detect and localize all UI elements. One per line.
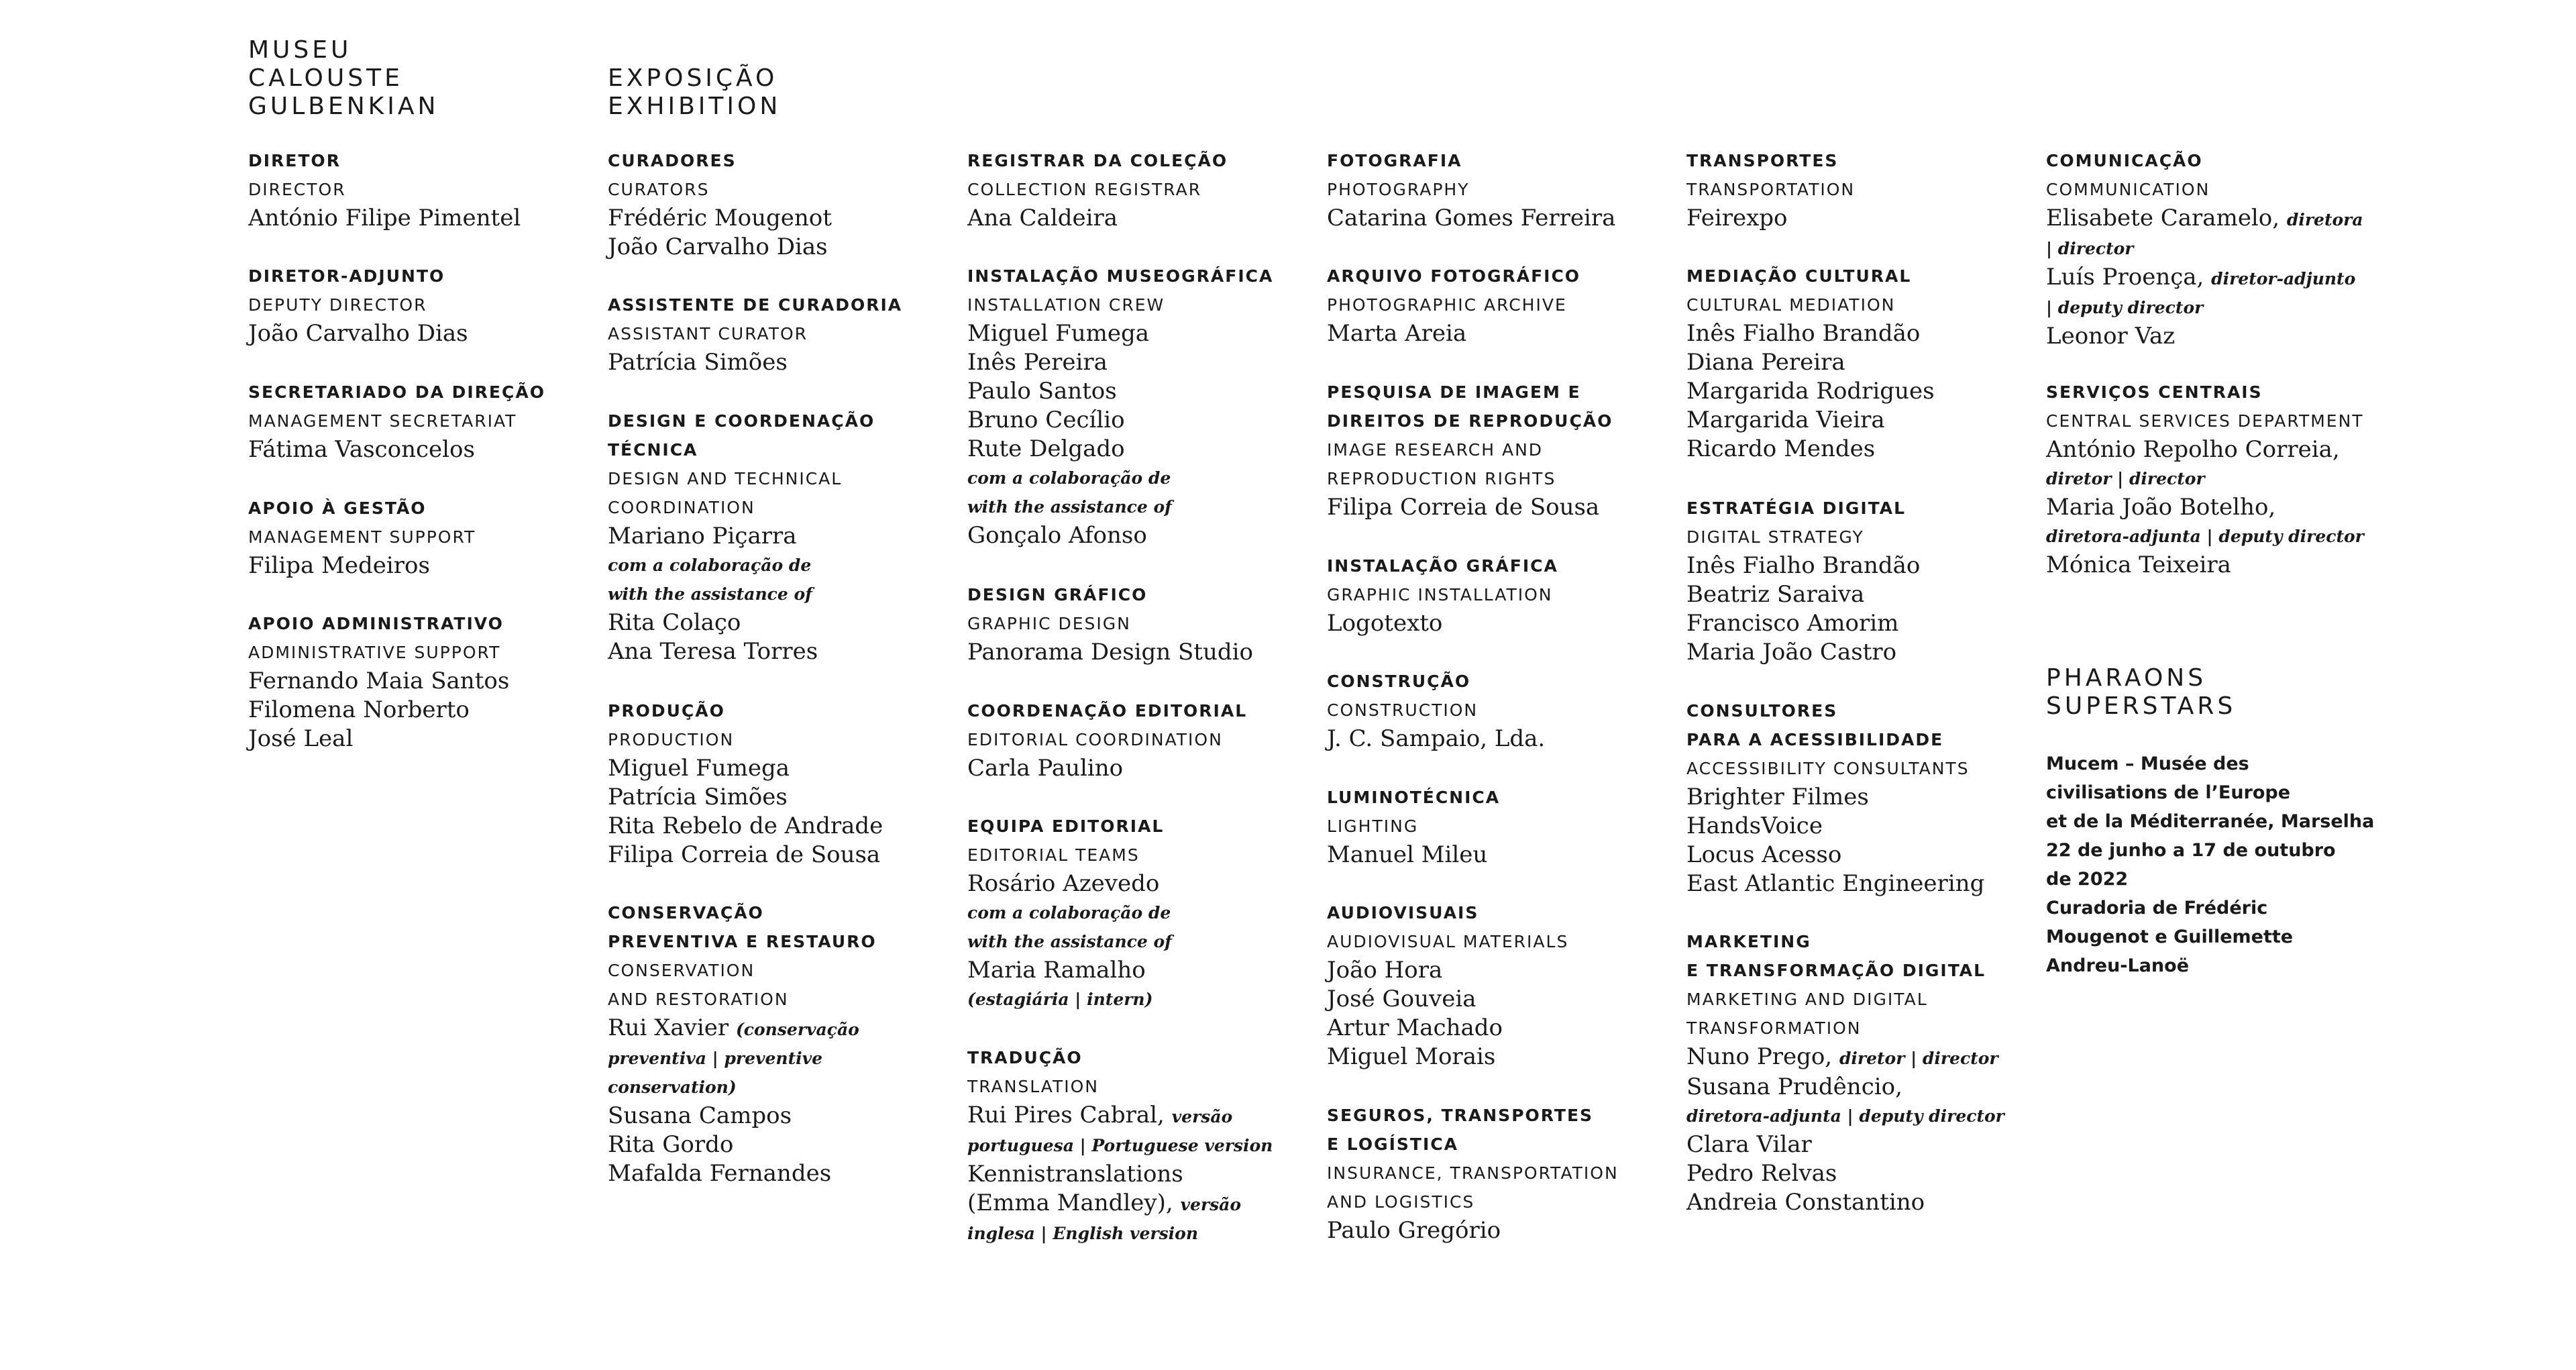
person-name: Rita Colaço	[608, 609, 741, 636]
section-equipa-editorial	[967, 812, 1316, 1014]
role-title-en: CULTURAL MEDIATION	[1686, 295, 1896, 315]
role-title-en: COORDINATION	[608, 498, 755, 517]
person-name: Patrícia Simões	[608, 784, 788, 810]
person-name: Filipa Medeiros	[248, 552, 430, 579]
role-title-en: MARKETING AND DIGITAL	[1686, 990, 1928, 1009]
person-name: J. C. Sampaio, Lda.	[1327, 725, 1546, 752]
person-name: Kennistranslations	[967, 1161, 1183, 1188]
role-title-pt: CURADORES	[608, 151, 737, 170]
assistance-note: with the assistance of	[967, 497, 1172, 517]
person-name: Maria Ramalho	[967, 957, 1146, 984]
role-title-en: GRAPHIC DESIGN	[967, 614, 1131, 633]
heading-line: CALOUSTE	[248, 64, 403, 92]
role-note: (conservação	[735, 1020, 859, 1039]
section-servicos-centrais	[2046, 378, 2395, 580]
person-name-with-note	[2046, 204, 2395, 234]
person-name-with-note	[1686, 1043, 2035, 1073]
person-name: Locus Acesso	[1686, 841, 1842, 868]
section-marketing	[1686, 927, 2035, 1217]
role-title-en: EDITORIAL COORDINATION	[967, 730, 1223, 749]
person-name: António Repolho Correia,	[2046, 436, 2340, 463]
role-note: diretora-adjunta | deputy director	[1686, 1106, 2004, 1126]
role-title-en: INSTALLATION CREW	[967, 295, 1165, 315]
role-note: conservation)	[608, 1077, 737, 1097]
person-name: António Filipe Pimentel	[248, 205, 521, 231]
role-note: versão	[1171, 1107, 1233, 1126]
section-diretor	[248, 146, 597, 233]
person-name: José Gouveia	[1327, 986, 1477, 1012]
role-title-pt: LUMINOTÉCNICA	[1327, 788, 1501, 807]
person-name: Andreia Constantino	[1686, 1189, 1925, 1216]
person-name: East Atlantic Engineering	[1686, 870, 1985, 897]
role-title-pt: ASSISTENTE DE CURADORIA	[608, 295, 903, 315]
person-name: José Leal	[248, 725, 354, 752]
person-name: Ana Teresa Torres	[608, 638, 818, 665]
role-title-pt: EQUIPA EDITORIAL	[967, 816, 1165, 836]
section-assistente	[608, 291, 957, 377]
role-title-pt: ARQUIVO FOTOGRÁFICO	[1327, 266, 1581, 286]
role-title-pt: DIRETOR-ADJUNTO	[248, 266, 445, 286]
heading-line: EXPOSIÇÃO	[608, 64, 778, 92]
person-name: Gonçalo Afonso	[967, 522, 1147, 549]
role-title-en: AND RESTORATION	[608, 990, 789, 1009]
role-title-pt: MARKETING	[1686, 932, 1811, 951]
person-name: Beatriz Saraiva	[1686, 581, 1865, 608]
person-name: Mónica Teixeira	[2046, 551, 2231, 578]
section-transportes	[1686, 146, 2035, 233]
role-title-en: PHOTOGRAPHY	[1327, 180, 1470, 199]
role-title-en: PRODUCTION	[608, 730, 735, 749]
role-title-en: TRANSPORTATION	[1686, 180, 1856, 199]
role-title-en: EDITORIAL TEAMS	[967, 845, 1140, 865]
person-name: Carla Paulino	[967, 755, 1124, 782]
role-title-en: AND LOGISTICS	[1327, 1192, 1475, 1212]
section-instalacao-museografica	[967, 262, 1316, 550]
section-curadores	[608, 146, 957, 262]
assistance-note: with the assistance of	[608, 584, 812, 604]
person-name: Ana Caldeira	[967, 205, 1118, 231]
person-name: Filipa Correia de Sousa	[608, 841, 881, 868]
role-note: versão	[1180, 1195, 1242, 1214]
section-producao	[608, 696, 957, 870]
heading-line: EXHIBITION	[608, 93, 782, 120]
role-title-en: DIGITAL STRATEGY	[1686, 527, 1864, 547]
person-name: Frédéric Mougenot	[608, 205, 832, 231]
role-title-pt: MEDIAÇÃO CULTURAL	[1686, 266, 1912, 286]
section-comunicacao	[2046, 146, 2395, 351]
role-title-en: LIGHTING	[1327, 816, 1419, 836]
role-title-en: COMMUNICATION	[2046, 180, 2210, 199]
role-title-en: ADMINISTRATIVE SUPPORT	[248, 643, 501, 662]
person-name: Inês Pereira	[967, 349, 1108, 376]
section-instalacao-grafica	[1327, 551, 1676, 638]
role-title-pt: PRODUÇÃO	[608, 701, 725, 721]
role-title-en: COLLECTION REGISTRAR	[967, 180, 1202, 199]
section-diretor-adjunto	[248, 262, 597, 348]
role-title-en: DIRECTOR	[248, 180, 346, 199]
exhibition-info-line: 22 de junho a 17 de outubro	[2046, 840, 2336, 861]
role-title-en: TRANSLATION	[967, 1077, 1099, 1096]
role-title-pt: DESIGN E COORDENAÇÃO	[608, 411, 875, 431]
section-fotografia	[1327, 146, 1676, 233]
person-name: Maria João Castro	[1686, 639, 1897, 666]
role-title-en: GRAPHIC INSTALLATION	[1327, 585, 1553, 604]
assistance-note: com a colaboração de	[967, 468, 1171, 488]
exhibition-info-line: civilisations de l’Europe	[2046, 782, 2291, 803]
section-construcao	[1327, 667, 1676, 753]
exhibition-info-line: Mougenot e Guillemette	[2046, 927, 2294, 947]
role-title-pt: INSTALAÇÃO MUSEOGRÁFICA	[967, 266, 1274, 286]
person-name: Margarida Vieira	[1686, 407, 1885, 433]
person-name: Rita Rebelo de Andrade	[608, 812, 883, 839]
person-name: Luís Proença,	[2046, 264, 2204, 291]
role-title-pt: SERVIÇOS CENTRAIS	[2046, 382, 2263, 402]
person-name: Patrícia Simões	[608, 349, 788, 376]
section-luminotecnica	[1327, 783, 1676, 870]
section-apoio-gestao	[248, 494, 597, 580]
person-name: Diana Pereira	[1686, 349, 1845, 376]
section-consultores	[1686, 696, 2035, 898]
section-coordenacao-editorial	[967, 696, 1316, 783]
heading-line: SUPERSTARS	[2046, 692, 2237, 720]
role-title-pt: TRADUÇÃO	[967, 1048, 1083, 1067]
section-design-coordenacao	[608, 407, 957, 666]
person-name: Rita Gordo	[608, 1131, 734, 1158]
person-name: Paulo Gregório	[1327, 1217, 1501, 1244]
role-note: | deputy director	[2046, 298, 2204, 317]
person-name: Artur Machado	[1327, 1014, 1503, 1041]
role-title-pt: DIRETOR	[248, 151, 341, 170]
person-name: Logotexto	[1327, 610, 1443, 637]
heading-line: MUSEU	[248, 36, 352, 64]
role-title-en: ACCESSIBILITY CONSULTANTS	[1686, 759, 1970, 778]
person-name-with-note	[967, 1189, 1316, 1219]
person-name: Rute Delgado	[967, 435, 1125, 462]
role-title-en: INSURANCE, TRANSPORTATION	[1327, 1163, 1619, 1183]
role-note: diretor | director	[1839, 1049, 1998, 1068]
person-name: Pedro Relvas	[1686, 1160, 1837, 1187]
person-name-with-note	[608, 1014, 957, 1044]
role-title-pt: INSTALAÇÃO GRÁFICA	[1327, 556, 1558, 576]
role-title-pt: REGISTRAR DA COLEÇÃO	[967, 151, 1228, 170]
exhibition-info-line: Mucem – Musée des	[2046, 753, 2249, 774]
person-name: Susana Prudêncio,	[1686, 1073, 1902, 1100]
section-pesquisa-imagem	[1327, 378, 1676, 522]
section-secretariado	[248, 378, 597, 464]
role-title-pt: DESIGN GRÁFICO	[967, 585, 1148, 604]
person-name: (Emma Mandley),	[967, 1190, 1173, 1216]
role-title-en: AUDIOVISUAL MATERIALS	[1327, 932, 1569, 951]
role-note: preventiva | preventive	[608, 1049, 823, 1068]
person-name-with-note	[967, 1101, 1316, 1131]
role-title-pt: DIREITOS DE REPRODUÇÃO	[1327, 411, 1613, 431]
person-name: Nuno Prego,	[1686, 1043, 1833, 1070]
assistance-note: com a colaboração de	[608, 556, 812, 575]
person-name: Francisco Amorim	[1686, 610, 1899, 637]
role-note: portuguesa | Portuguese version	[967, 1136, 1273, 1155]
person-name: Elisabete Caramelo,	[2046, 205, 2280, 231]
heading-exposicao	[608, 64, 781, 121]
assistance-note: with the assistance of	[967, 932, 1172, 951]
role-note: diretor-adjunto	[2211, 269, 2356, 288]
person-name: Panorama Design Studio	[967, 639, 1253, 666]
person-name: Maria João Botelho,	[2046, 494, 2276, 521]
role-title-pt: TRANSPORTES	[1686, 151, 1839, 170]
person-name: Ricardo Mendes	[1686, 435, 1876, 462]
role-title-pt: COMUNICAÇÃO	[2046, 151, 2203, 170]
person-name: Inês Fialho Brandão	[1686, 320, 1921, 347]
section-pharaons-info	[2046, 749, 2395, 980]
role-title-en: CONSTRUCTION	[1327, 700, 1479, 720]
role-note: diretor | director	[2046, 469, 2205, 488]
role-title-en: REPRODUCTION RIGHTS	[1327, 469, 1556, 488]
role-title-en: CURATORS	[608, 180, 710, 199]
person-name: Fátima Vasconcelos	[248, 436, 475, 463]
person-name: Susana Campos	[608, 1102, 792, 1129]
section-arquivo	[1327, 262, 1676, 348]
role-title-en: IMAGE RESEARCH AND	[1327, 440, 1544, 460]
heading-museu	[248, 36, 439, 121]
role-title-pt: ESTRATÉGIA DIGITAL	[1686, 498, 1907, 518]
person-name: Bruno Cecílio	[967, 407, 1125, 433]
person-name: João Hora	[1327, 957, 1443, 984]
role-title-pt: E TRANSFORMAÇÃO DIGITAL	[1686, 961, 1986, 980]
person-name: Miguel Morais	[1327, 1043, 1496, 1070]
role-title-pt: TÉCNICA	[608, 440, 698, 460]
person-name-with-note	[2046, 263, 2395, 293]
role-title-pt: E LOGÍSTICA	[1327, 1135, 1458, 1154]
section-seguros	[1327, 1101, 1676, 1245]
role-title-pt: PESQUISA DE IMAGEM E	[1327, 382, 1581, 402]
person-name: Miguel Fumega	[608, 755, 790, 782]
exhibition-info-line: de 2022	[2046, 869, 2129, 890]
person-name: Inês Fialho Brandão	[1686, 552, 1921, 579]
role-title-en: MANAGEMENT SUPPORT	[248, 527, 476, 547]
person-name: Brighter Filmes	[1686, 784, 1869, 810]
role-note: diretora	[2286, 210, 2363, 229]
heading-line: PHARAONS	[2046, 664, 2207, 692]
section-design-grafico	[967, 580, 1316, 667]
assistance-note: com a colaboração de	[967, 903, 1171, 923]
role-title-en: ASSISTANT CURATOR	[608, 324, 808, 344]
role-title-pt: COORDENAÇÃO EDITORIAL	[967, 701, 1248, 721]
role-title-pt: CONSERVAÇÃO	[608, 903, 764, 923]
person-name: Clara Vilar	[1686, 1131, 1812, 1158]
role-title-en: PHOTOGRAPHIC ARCHIVE	[1327, 295, 1567, 315]
person-name: Miguel Fumega	[967, 320, 1150, 347]
role-title-pt: SECRETARIADO DA DIREÇÃO	[248, 382, 545, 402]
person-name: Mafalda Fernandes	[608, 1160, 832, 1187]
person-name: Rosário Azevedo	[967, 870, 1160, 897]
person-name: Feirexpo	[1686, 205, 1788, 231]
section-mediacao-cultural	[1686, 262, 2035, 464]
person-name: Catarina Gomes Ferreira	[1327, 205, 1616, 231]
person-name: Margarida Rodrigues	[1686, 378, 1935, 405]
role-note: | director	[2046, 239, 2134, 258]
role-title-en: MANAGEMENT SECRETARIAT	[248, 411, 517, 431]
role-title-pt: CONSTRUÇÃO	[1327, 672, 1471, 691]
role-title-en: CENTRAL SERVICES DEPARTMENT	[2046, 411, 2364, 431]
role-title-pt: APOIO À GESTÃO	[248, 498, 427, 518]
role-title-en: DEPUTY DIRECTOR	[248, 295, 427, 315]
person-name: João Carvalho Dias	[248, 320, 468, 347]
role-title-en: CONSERVATION	[608, 961, 755, 980]
person-name: Filipa Correia de Sousa	[1327, 494, 1600, 521]
section-estrategia-digital	[1686, 494, 2035, 667]
person-name: Rui Xavier	[608, 1014, 729, 1041]
exhibition-info-line: et de la Méditerranée, Marselha	[2046, 811, 2375, 832]
person-name: Filomena Norberto	[248, 696, 470, 723]
section-traducao	[967, 1043, 1316, 1248]
section-audiovisuais	[1327, 898, 1676, 1071]
exhibition-info-line: Curadoria de Frédéric	[2046, 898, 2268, 918]
role-title-pt: APOIO ADMINISTRATIVO	[248, 614, 504, 633]
role-title-en: TRANSFORMATION	[1686, 1018, 1862, 1038]
role-title-pt: PREVENTIVA E RESTAURO	[608, 932, 877, 951]
role-note: (estagiária | intern)	[967, 990, 1153, 1009]
heading-line: GULBENKIAN	[248, 93, 439, 120]
person-name: João Carvalho Dias	[608, 233, 828, 260]
section-apoio-administrativo	[248, 609, 597, 753]
role-title-pt: CONSULTORES	[1686, 701, 1838, 721]
person-name: Rui Pires Cabral,	[967, 1102, 1165, 1128]
role-title-pt: AUDIOVISUAIS	[1327, 903, 1479, 923]
exhibition-info-line: Andreu-Lanoë	[2046, 955, 2190, 976]
person-name: HandsVoice	[1686, 812, 1823, 839]
person-name: Fernando Maia Santos	[248, 668, 510, 694]
role-note: diretora-adjunta | deputy director	[2046, 527, 2364, 546]
role-title-pt: FOTOGRAFIA	[1327, 151, 1462, 170]
section-registrar	[967, 146, 1316, 233]
heading-pharaons	[2046, 664, 2236, 721]
person-name: Marta Areia	[1327, 320, 1467, 347]
role-title-pt: SEGUROS, TRANSPORTES	[1327, 1106, 1594, 1125]
person-name: Paulo Santos	[967, 378, 1117, 405]
role-note: inglesa | English version	[967, 1224, 1199, 1243]
person-name: Manuel Mileu	[1327, 841, 1488, 868]
person-name: Mariano Piçarra	[608, 523, 797, 549]
person-name: Leonor Vaz	[2046, 323, 2176, 350]
role-title-pt: PARA A ACESSIBILIDADE	[1686, 730, 1944, 749]
role-title-en: DESIGN AND TECHNICAL	[608, 469, 843, 488]
section-conservacao	[608, 898, 957, 1188]
